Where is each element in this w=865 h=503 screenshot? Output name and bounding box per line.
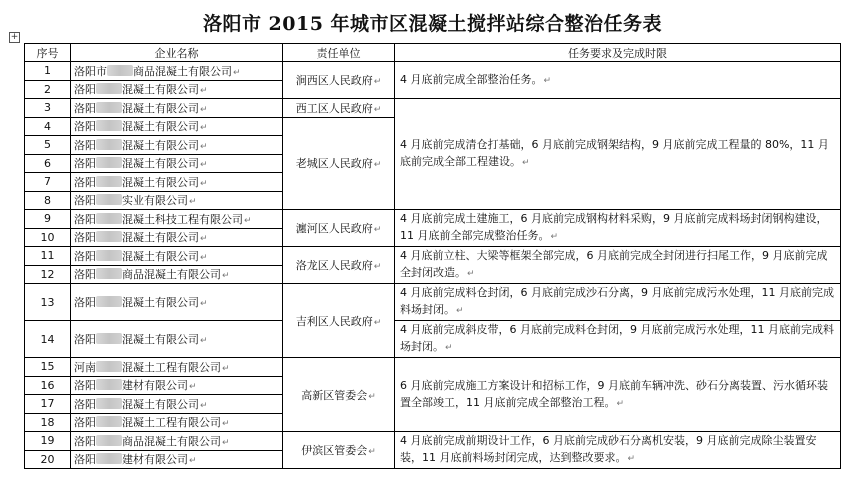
row-number: 18 [25,413,71,432]
requirement-text: 4 月底前完成料仓封闭，6 月底前完成沙石分离，9 月底前完成污水处理，11 月底前完成料场封闭。↵ [395,284,841,321]
paragraph-mark-icon: ↵ [222,419,230,430]
task-table [24,43,841,469]
paragraph-mark-icon: ↵ [200,141,208,152]
row-number: 13 [25,284,71,321]
requirement-text: 4 月底前立柱、大梁等框架全部完成，6 月底前完成全封闭进行扫尾工作，9 月底前完成全封闭改造。↵ [395,247,841,284]
enterprise-name: 洛阳 混凝土有限公司↵ [71,321,283,358]
table-row [25,432,841,451]
paragraph-mark-icon: ↵ [373,225,382,235]
enterprise-name: 洛阳 混凝土有限公司↵ [71,395,283,414]
enterprise-name: 洛阳 商品混凝土有限公司↵ [71,432,283,451]
table-row [25,284,841,321]
redaction-mark [96,435,122,446]
responsible-unit: 吉利区人民政府↵ [283,284,395,358]
paragraph-mark-icon: ↵ [456,306,464,316]
header-unit: 责任单位 [283,44,395,62]
paragraph-mark-icon: ↵ [522,158,530,168]
row-number: 3 [25,99,71,118]
row-number: 20 [25,450,71,469]
table-row [25,247,841,266]
paragraph-mark-icon: ↵ [373,77,382,87]
paragraph-mark-icon: ↵ [200,104,208,115]
redaction-mark [107,65,133,76]
paragraph-mark-icon: ↵ [616,398,625,409]
redaction-mark [96,416,122,427]
paragraph-mark-icon: ↵ [200,234,208,245]
responsible-unit: 高新区管委会↵ [283,358,395,432]
header-requirement: 任务要求及完成时限 [395,44,841,62]
redaction-mark [96,361,122,372]
paragraph-mark-icon: ↵ [233,67,241,78]
paragraph-mark-icon: ↵ [543,75,552,86]
redaction-mark [96,139,122,150]
requirement-text: 4 月底前完成全部整治任务。↵ [395,62,841,99]
redaction-mark [96,157,122,168]
enterprise-name: 洛阳市 商品混凝土有限公司↵ [71,62,283,81]
paragraph-mark-icon: ↵ [368,447,376,457]
row-number: 10 [25,228,71,247]
paragraph-mark-icon: ↵ [373,262,382,272]
redaction-mark [96,213,122,224]
requirement-text: 4 月底前完成清仓打基础，6 月底前完成钢架结构，9 月底前完成工程量的 80%，11 月底前完成全部工程建设。↵ [395,99,841,210]
enterprise-name: 洛阳 建材有限公司↵ [71,450,283,469]
paragraph-mark-icon: ↵ [373,317,382,328]
paragraph-mark-icon: ↵ [200,252,208,263]
enterprise-name: 洛阳 建材有限公司↵ [71,376,283,395]
responsible-unit: 涧西区人民政府↵ [283,62,395,99]
paragraph-mark-icon: ↵ [373,160,382,171]
paragraph-mark-icon: ↵ [200,400,208,411]
paragraph-mark-icon: ↵ [222,437,230,448]
enterprise-name: 洛阳 混凝土有限公司↵ [71,228,283,247]
row-number: 1 [25,62,71,81]
row-number: 16 [25,376,71,395]
enterprise-name: 洛阳 混凝土有限公司↵ [71,136,283,155]
enterprise-name: 河南 混凝土工程有限公司↵ [71,358,283,377]
paragraph-mark-icon: ↵ [200,86,208,97]
paragraph-mark-icon: ↵ [550,232,559,242]
paragraph-mark-icon: ↵ [244,215,252,226]
enterprise-name: 洛阳 混凝土有限公司↵ [71,173,283,192]
responsible-unit: 伊滨区管委会↵ [283,432,395,469]
enterprise-name: 洛阳 混凝土科技工程有限公司↵ [71,210,283,229]
requirement-text: 4 月底前完成斜皮带，6 月底前完成料仓封闭，9 月底前完成污水处理，11 月底前完成料场封闭。↵ [395,321,841,358]
row-number: 9 [25,210,71,229]
row-number: 8 [25,191,71,210]
responsible-unit: 洛龙区人民政府↵ [283,247,395,284]
row-number: 7 [25,173,71,192]
redaction-mark [96,453,122,464]
row-number: 17 [25,395,71,414]
header-enterprise: 企业名称 [71,44,283,62]
paragraph-mark-icon: ↵ [200,160,208,171]
redaction-mark [96,250,122,261]
redaction-mark [96,83,122,94]
row-number: 2 [25,80,71,99]
responsible-unit: 西工区人民政府↵ [283,99,395,118]
paragraph-mark-icon: ↵ [200,336,208,346]
table-row [25,210,841,229]
row-number: 19 [25,432,71,451]
row-number: 12 [25,265,71,284]
paragraph-mark-icon: ↵ [189,456,197,467]
redaction-mark [96,333,122,344]
paragraph-mark-icon: ↵ [189,197,197,208]
document-title: 洛阳市 2015 年城市区混凝土搅拌站综合整治任务表 [202,13,663,35]
requirement-text: 4 月底前完成前期设计工作，6 月底前完成砂石分离机安装，9 月底前完成除尘装置安装，11 月底前料场封闭完成，达到整改要求。↵ [395,432,841,469]
enterprise-name: 洛阳 混凝土有限公司↵ [71,284,283,321]
table-move-handle-icon[interactable]: + [10,32,19,42]
redaction-mark [96,231,122,242]
responsible-unit: 老城区人民政府↵ [283,117,395,210]
enterprise-name: 洛阳 实业有限公司↵ [71,191,283,210]
table-row [25,358,841,377]
row-number: 4 [25,117,71,136]
paragraph-mark-icon: ↵ [200,178,208,189]
responsible-unit: 瀍河区人民政府↵ [283,210,395,247]
paragraph-mark-icon: ↵ [200,123,208,134]
header-num: 序号 [25,44,71,62]
redaction-mark [96,268,122,279]
paragraph-mark-icon: ↵ [222,363,230,374]
enterprise-name: 洛阳 混凝土有限公司↵ [71,80,283,99]
enterprise-name: 洛阳 混凝土有限公司↵ [71,247,283,266]
paragraph-mark-icon: ↵ [373,104,382,115]
enterprise-name: 洛阳 混凝土有限公司↵ [71,117,283,136]
requirement-text: 6 月底前完成施工方案设计和招标工作，9 月底前车辆冲洗、砂石分离装置、污水循环装置全部竣工，11 月底前完成全部整治工程。↵ [395,358,841,432]
redaction-mark [96,296,122,307]
table-row [25,99,841,118]
redaction-mark [96,120,122,131]
redaction-mark [96,398,122,409]
paragraph-mark-icon: ↵ [368,391,376,402]
row-number: 11 [25,247,71,266]
row-number: 15 [25,358,71,377]
table-row [25,62,841,81]
redaction-mark [96,102,122,113]
enterprise-name: 洛阳 混凝土工程有限公司↵ [71,413,283,432]
redaction-mark [96,194,122,205]
enterprise-name: 洛阳 混凝土有限公司↵ [71,154,283,173]
enterprise-name: 洛阳 商品混凝土有限公司↵ [71,265,283,284]
row-number: 6 [25,154,71,173]
row-number: 5 [25,136,71,155]
paragraph-mark-icon: ↵ [189,382,197,393]
row-number: 14 [25,321,71,358]
paragraph-mark-icon: ↵ [200,299,208,309]
redaction-mark [96,379,122,390]
paragraph-mark-icon: ↵ [222,271,230,282]
requirement-text: 4 月底前完成土建施工，6 月底前完成钢构材料采购，9 月底前完成料场封闭钢构建设，11 月底前全部完成整治任务。↵ [395,210,841,247]
paragraph-mark-icon: ↵ [467,269,475,279]
paragraph-mark-icon: ↵ [445,343,453,353]
paragraph-mark-icon: ↵ [627,454,636,464]
table-row [25,321,841,358]
enterprise-name: 洛阳 混凝土有限公司↵ [71,99,283,118]
redaction-mark [96,176,122,187]
